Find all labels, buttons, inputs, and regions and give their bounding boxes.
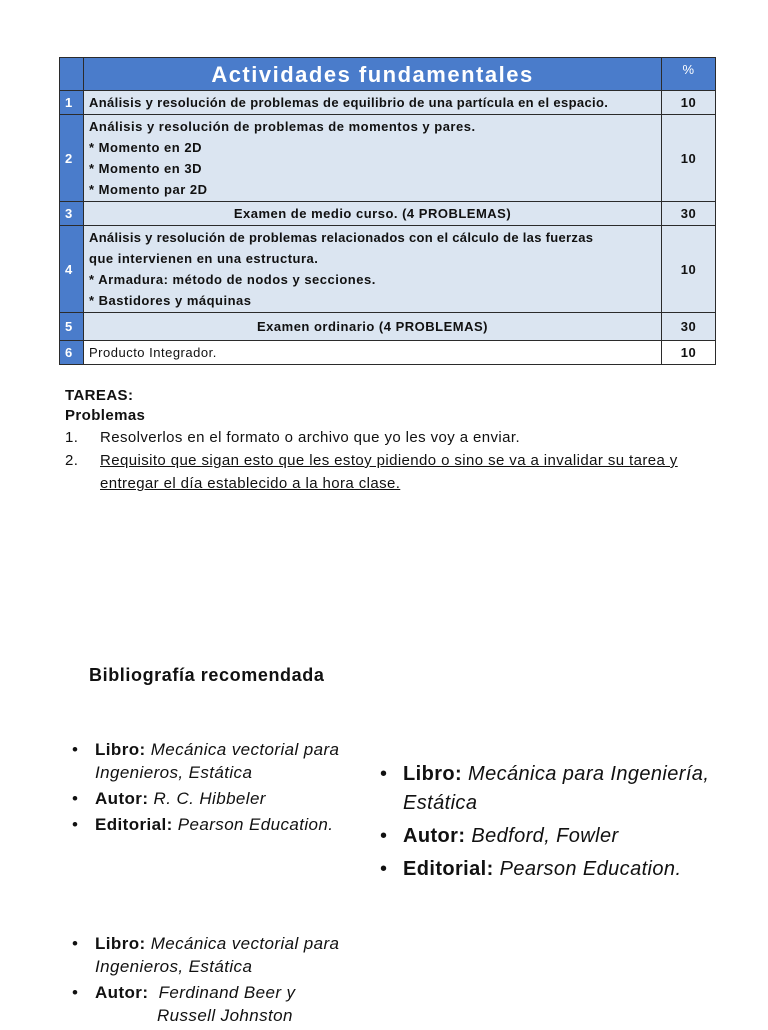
row-percent: 30: [662, 313, 716, 341]
autor-value-continued: Russell Johnston: [157, 1006, 293, 1025]
table-row: [60, 226, 716, 313]
table-row: [60, 202, 716, 226]
row-description: [84, 226, 662, 313]
tasks-list: [65, 426, 705, 495]
table-row: [60, 115, 716, 202]
bullet: •: [380, 825, 388, 847]
bullet: •: [380, 763, 388, 785]
row-line: que intervienen en una estructura.: [89, 251, 319, 266]
row-line: Examen de medio curso. (4 PROBLEMAS): [233, 206, 512, 221]
table-header-row: [60, 58, 716, 91]
row-line: * Armadura: método de nodos y secciones.: [89, 272, 376, 287]
row-number: 5: [60, 313, 84, 341]
row-percent: 10: [662, 115, 716, 202]
libro-value: Mecánica vectorial para Ingenieros, Estática: [95, 934, 340, 976]
tasks-heading: TAREAS:: [65, 387, 134, 404]
row-percent: 30: [662, 202, 716, 226]
activities-table: [59, 57, 716, 365]
list-item: [68, 981, 368, 1027]
table-row: [60, 341, 716, 365]
editorial-label: Editorial:: [95, 815, 173, 834]
autor-value: Ferdinand Beer y: [158, 983, 296, 1002]
row-percent: 10: [662, 226, 716, 313]
row-description: [84, 313, 662, 341]
row-number: 3: [60, 202, 84, 226]
book-entry-1: [68, 738, 368, 839]
list-text: Requisito que sigan esto que les estoy pidiendo o sino se va a invalidar su tarea y entregar el día establecido a la hora clase.: [100, 452, 678, 492]
row-percent: 10: [662, 91, 716, 115]
row-description: [84, 115, 662, 202]
list-item: [65, 426, 705, 449]
row-line: Análisis y resolución de problemas de equilibrio de una partícula en el espacio.: [89, 95, 609, 110]
row-number: 4: [60, 226, 84, 313]
autor-label: Autor:: [403, 825, 466, 847]
row-number: 2: [60, 115, 84, 202]
row-number: 6: [60, 341, 84, 365]
row-line: * Momento en 2D: [89, 140, 202, 155]
editorial-value: Pearson Education.: [177, 815, 334, 834]
autor-label: Autor:: [95, 789, 149, 808]
libro-label: Libro:: [95, 740, 146, 759]
list-number: 1.: [65, 429, 79, 446]
libro-value: Mecánica para Ingeniería, Estática: [403, 763, 710, 814]
row-percent: 10: [662, 341, 716, 365]
book-entry-3: [68, 932, 368, 1030]
table-row: [60, 313, 716, 341]
row-line: * Momento par 2D: [89, 182, 208, 197]
libro-label: Libro:: [403, 763, 463, 785]
list-item: [68, 787, 368, 810]
list-text: Resolverlos en el formato o archivo que yo les voy a enviar.: [100, 429, 521, 446]
row-description: [84, 341, 662, 365]
row-line: Examen ordinario (4 PROBLEMAS): [257, 319, 488, 334]
bullet: •: [72, 934, 79, 953]
list-item: [376, 822, 716, 851]
bibliography-title: Bibliografía recomendada: [89, 665, 325, 685]
row-line: * Bastidores y máquinas: [89, 293, 252, 308]
row-description: [84, 202, 662, 226]
list-item: [376, 760, 716, 818]
libro-label: Libro:: [95, 934, 146, 953]
book-entry-2: [376, 760, 716, 888]
table-row: [60, 91, 716, 115]
libro-value: Mecánica vectorial para Ingenieros, Estática: [95, 740, 340, 782]
tasks-section: [65, 386, 705, 495]
header-blank-cell: [60, 58, 84, 91]
list-item: [68, 813, 368, 836]
list-item: [68, 932, 368, 978]
list-item: [376, 855, 716, 884]
row-line: Producto Integrador.: [89, 345, 217, 360]
editorial-label: Editorial:: [403, 858, 494, 880]
row-line: * Momento en 3D: [89, 161, 202, 176]
bullet: •: [380, 858, 388, 880]
list-item: [65, 449, 705, 495]
row-line: Análisis y resolución de problemas de momentos y pares.: [89, 119, 476, 134]
bullet: •: [72, 983, 79, 1002]
bullet: •: [72, 815, 79, 834]
list-number: 2.: [65, 452, 79, 469]
percent-header: %: [662, 58, 716, 91]
autor-value: Bedford, Fowler: [471, 825, 619, 847]
bullet: •: [72, 789, 79, 808]
list-item: [68, 738, 368, 784]
tasks-subheading: Problemas: [65, 407, 146, 424]
autor-label: Autor:: [95, 983, 149, 1002]
row-line: Análisis y resolución de problemas relacionados con el cálculo de las fuerzas: [89, 230, 594, 245]
autor-value: R. C. Hibbeler: [153, 789, 266, 808]
table-title: Actividades fundamentales: [84, 58, 662, 91]
row-number: 1: [60, 91, 84, 115]
editorial-value: Pearson Education.: [499, 858, 682, 880]
row-description: [84, 91, 662, 115]
bullet: •: [72, 740, 79, 759]
